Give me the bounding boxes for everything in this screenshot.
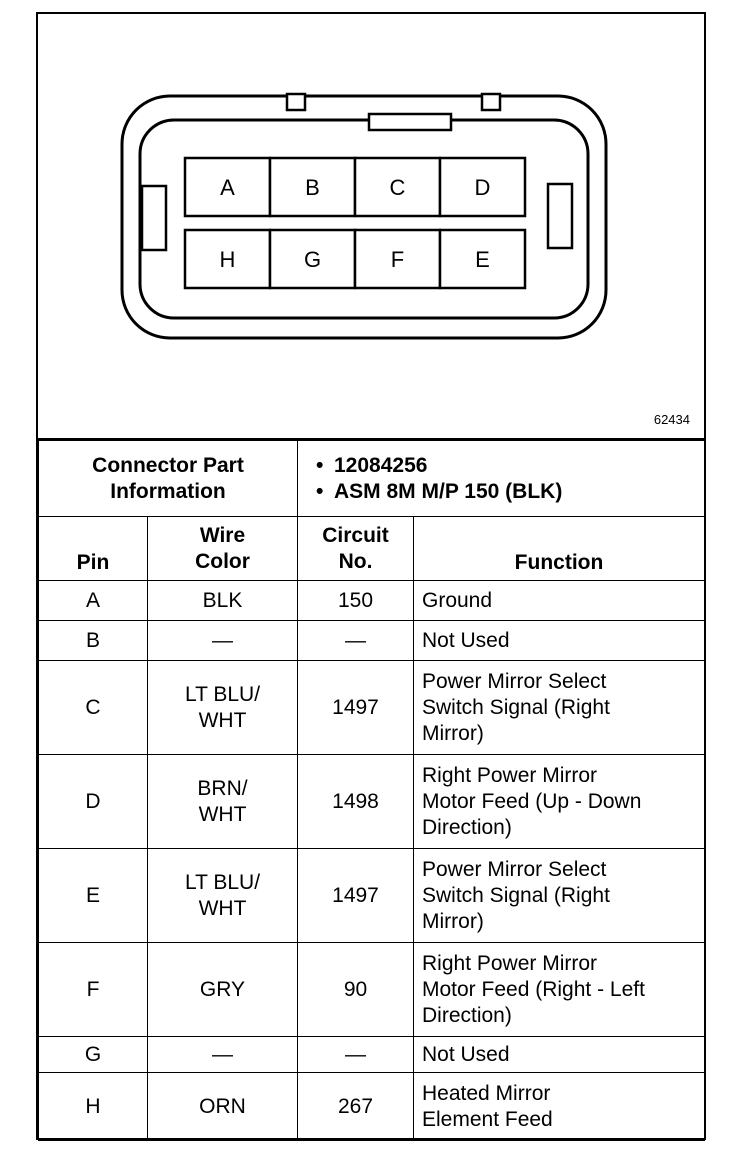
connector-info-label: [39, 441, 298, 517]
cavity-label-f: F: [390, 247, 405, 272]
table-row: [39, 943, 705, 1037]
function-line: Element Feed: [422, 1107, 553, 1131]
pin-cell: A: [39, 581, 148, 621]
function-header: Function: [414, 517, 705, 581]
function-line: Power Mirror Select: [422, 857, 607, 881]
function-line: Motor Feed (Up - Down: [422, 789, 642, 813]
pin-cell: H: [39, 1073, 148, 1141]
wire-color-cell: [148, 849, 298, 943]
cavity-label-h: H: [219, 247, 236, 272]
function-line: Direction): [422, 1003, 512, 1027]
pin-cell: G: [39, 1037, 148, 1073]
wire-color-line: BRN/: [197, 776, 248, 800]
wire-color-line: LT BLU/: [184, 682, 261, 706]
function-line: Mirror): [422, 909, 484, 933]
pinout-table: [38, 440, 705, 1141]
connector-frame: [36, 12, 706, 1140]
cavity-label-b: B: [305, 175, 320, 200]
wire-color-line: WHT: [198, 802, 247, 826]
pin-cell: E: [39, 849, 148, 943]
wire-color-line: —: [212, 1042, 233, 1066]
pin-cell: B: [39, 621, 148, 661]
cavity-label-g: G: [303, 247, 322, 272]
connector-info-items: [298, 441, 705, 517]
wire-color-header-line: Wire: [199, 523, 246, 547]
circuit-header-line: No.: [338, 549, 373, 573]
connector-info-row: [39, 441, 705, 517]
wire-color-line: WHT: [198, 708, 247, 732]
figure-id: 62434: [653, 412, 690, 427]
circuit-cell: 90: [298, 943, 414, 1037]
wire-color-header: [148, 517, 298, 581]
wire-color-line: —: [212, 628, 233, 652]
function-cell: [414, 621, 705, 661]
wire-color-cell: [148, 755, 298, 849]
wire-color-line: LT BLU/: [184, 870, 261, 894]
circuit-header-line: Circuit: [322, 523, 389, 547]
wire-color-cell: [148, 943, 298, 1037]
function-line: Right Power Mirror: [422, 763, 598, 787]
wire-color-cell: [148, 1073, 298, 1141]
column-header-row: [39, 517, 705, 581]
circuit-header: [298, 517, 414, 581]
pin-cell: D: [39, 755, 148, 849]
wire-color-line: ORN: [199, 1094, 246, 1118]
wire-color-line: GRY: [199, 977, 246, 1001]
side-tab-right: [548, 184, 572, 248]
wire-color-line: BLK: [202, 588, 243, 612]
pin-cell: C: [39, 661, 148, 755]
cavity-label-a: A: [220, 175, 235, 200]
latch-tab-right: [482, 94, 500, 110]
cavity-label-c: C: [389, 175, 406, 200]
circuit-cell: 1497: [298, 661, 414, 755]
wire-color-cell: [148, 581, 298, 621]
table-row: [39, 621, 705, 661]
table-row: [39, 1037, 705, 1073]
function-cell: [414, 581, 705, 621]
part-number: • 12084256: [334, 453, 696, 479]
connector-face-drawing: [38, 14, 704, 438]
connector-info-label-line: Connector Part: [92, 453, 244, 477]
circuit-cell: —: [298, 621, 414, 661]
wire-color-header-line: Color: [195, 549, 250, 573]
function-line: Mirror): [422, 721, 484, 745]
function-line: Not Used: [422, 1042, 510, 1066]
circuit-cell: 150: [298, 581, 414, 621]
wire-color-cell: [148, 661, 298, 755]
table-row: [39, 1073, 705, 1141]
cavity-label-d: D: [474, 175, 491, 200]
function-line: Not Used: [422, 628, 510, 652]
function-line: Switch Signal (Right: [422, 883, 610, 907]
function-line: Heated Mirror: [422, 1081, 551, 1105]
assembly-description: • ASM 8M M/P 150 (BLK): [334, 479, 696, 505]
table-row: [39, 755, 705, 849]
connector-diagram: [38, 14, 704, 440]
function-line: Power Mirror Select: [422, 669, 607, 693]
function-cell: [414, 755, 705, 849]
pin-header: Pin: [39, 517, 148, 581]
table-row: [39, 849, 705, 943]
function-line: Motor Feed (Right - Left: [422, 977, 645, 1001]
table-row: [39, 661, 705, 755]
latch-tab-left: [287, 94, 305, 110]
wire-color-line: WHT: [198, 896, 247, 920]
circuit-cell: 1498: [298, 755, 414, 849]
connector-info-label-line: Information: [110, 479, 226, 503]
function-line: Direction): [422, 815, 512, 839]
wire-color-cell: [148, 621, 298, 661]
wire-color-cell: [148, 1037, 298, 1073]
function-line: Ground: [422, 588, 493, 612]
function-cell: [414, 1037, 705, 1073]
function-cell: [414, 849, 705, 943]
key-slot: [369, 114, 451, 130]
function-cell: [414, 1073, 705, 1141]
table-row: [39, 581, 705, 621]
function-cell: [414, 943, 705, 1037]
side-tab-left: [142, 186, 166, 250]
function-cell: [414, 661, 705, 755]
pin-cell: F: [39, 943, 148, 1037]
function-line: Switch Signal (Right: [422, 695, 610, 719]
circuit-cell: 267: [298, 1073, 414, 1141]
cavity-label-e: E: [475, 247, 490, 272]
circuit-cell: —: [298, 1037, 414, 1073]
circuit-cell: 1497: [298, 849, 414, 943]
function-line: Right Power Mirror: [422, 951, 598, 975]
